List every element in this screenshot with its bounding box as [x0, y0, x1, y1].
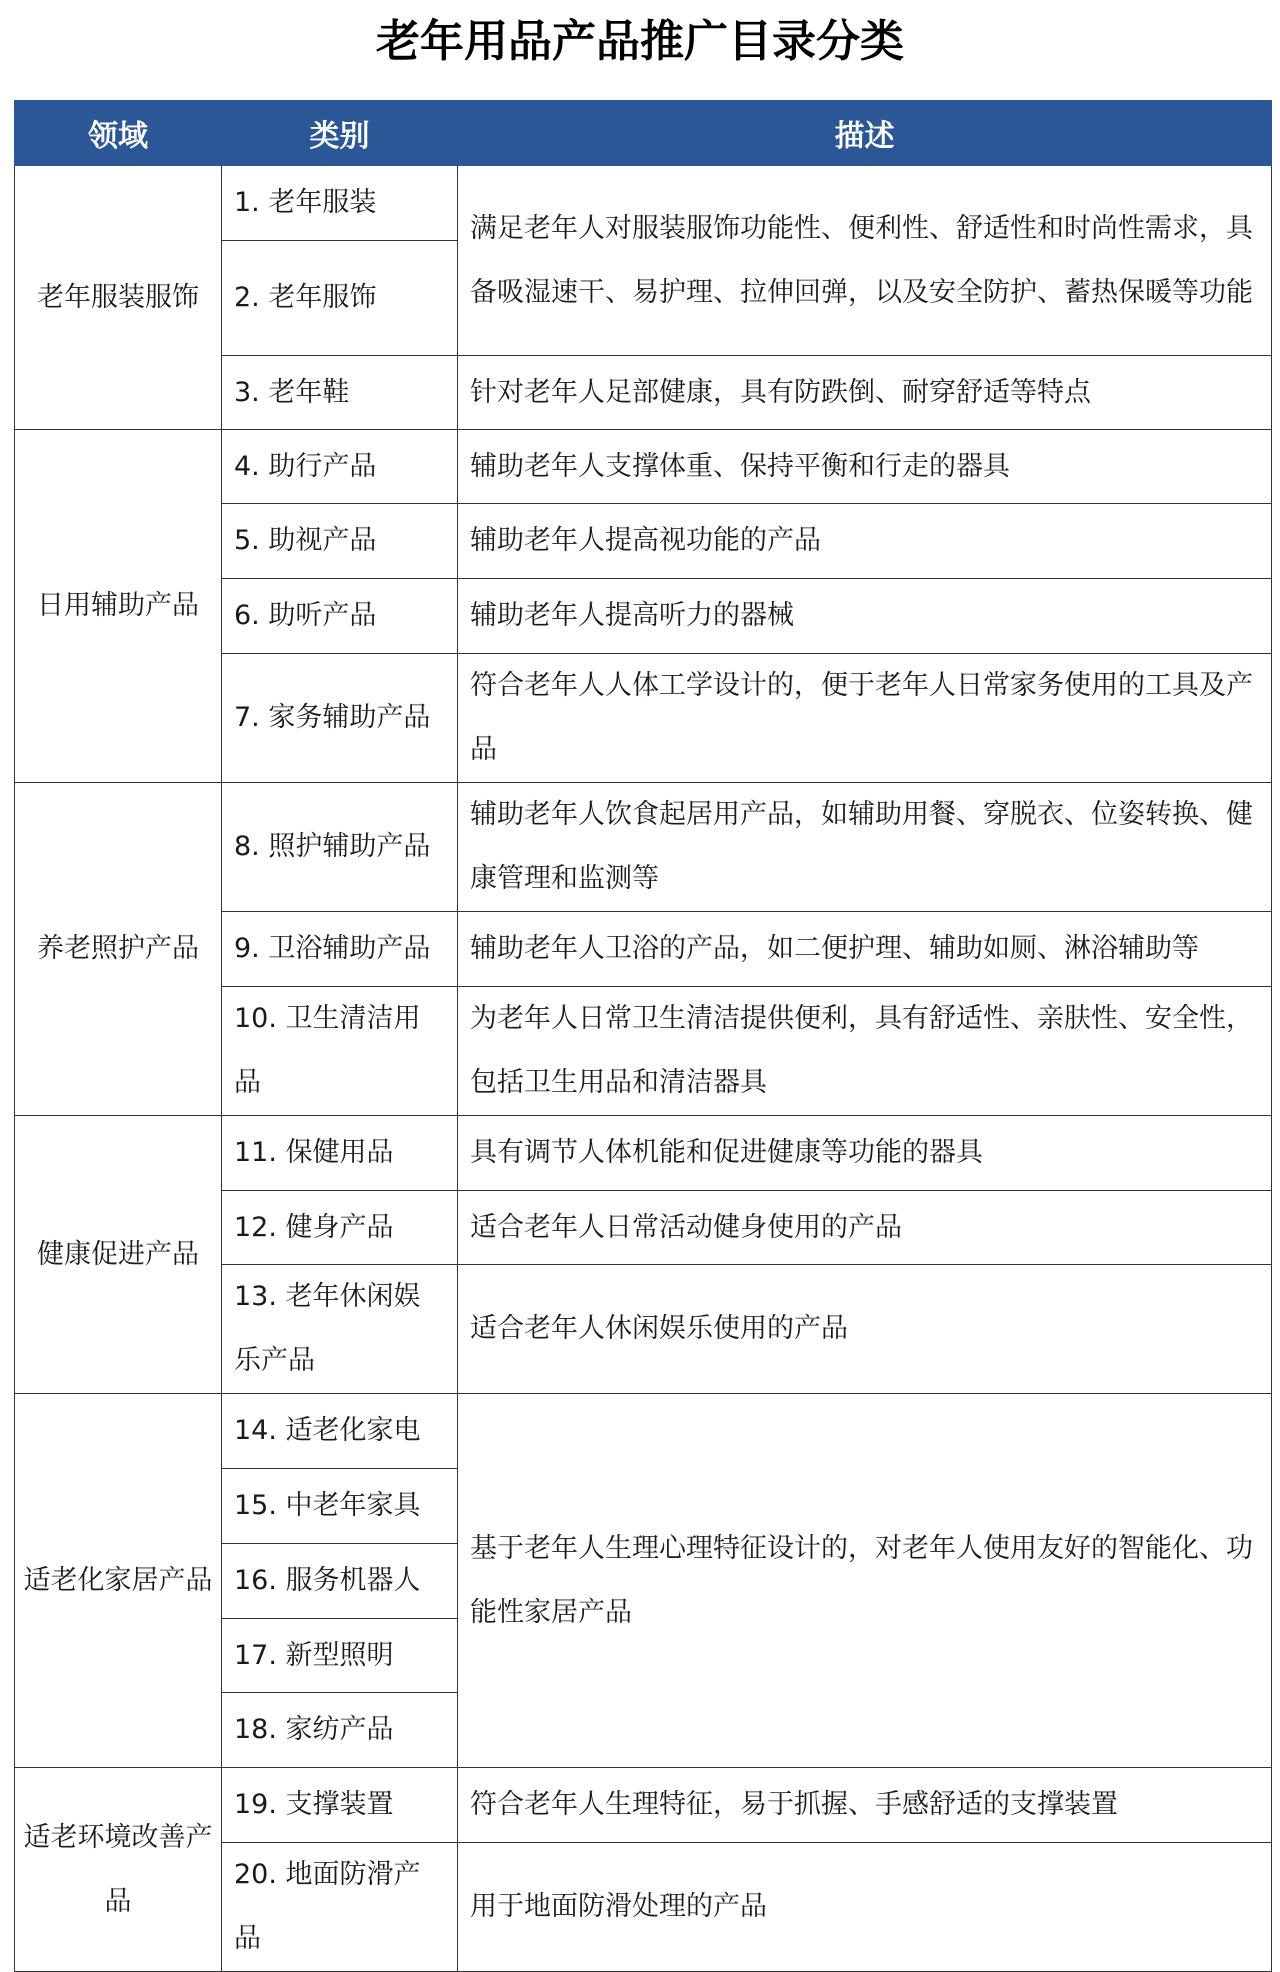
domain-cell: 健康促进产品	[15, 1116, 222, 1394]
category-cell: 12. 健身产品	[222, 1191, 458, 1265]
category-cell: 1. 老年服装	[222, 166, 458, 241]
description-cell: 适合老年人休闲娱乐使用的产品	[458, 1265, 1272, 1394]
category-cell: 20. 地面防滑产品	[222, 1843, 458, 1972]
table-row	[15, 166, 1272, 241]
description-cell: 基于老年人生理心理特征设计的，对老年人使用友好的智能化、功能性家居产品	[458, 1394, 1272, 1768]
description-cell: 针对老年人足部健康，具有防跌倒、耐穿舒适等特点	[458, 356, 1272, 430]
category-cell: 14. 适老化家电	[222, 1394, 458, 1469]
description-cell: 符合老年人人体工学设计的，便于老年人日常家务使用的工具及产品	[458, 654, 1272, 783]
domain-cell: 适老环境改善产品	[15, 1768, 222, 1972]
category-cell: 13. 老年休闲娱乐产品	[222, 1265, 458, 1394]
category-cell: 4. 助行产品	[222, 430, 458, 504]
category-cell: 18. 家纺产品	[222, 1693, 458, 1768]
table-row	[15, 430, 1272, 504]
category-cell: 7. 家务辅助产品	[222, 654, 458, 783]
description-cell: 适合老年人日常活动健身使用的产品	[458, 1191, 1272, 1265]
domain-cell: 养老照护产品	[15, 783, 222, 1116]
table-row	[15, 783, 1272, 912]
category-cell: 2. 老年服饰	[222, 241, 458, 356]
description-cell: 用于地面防滑处理的产品	[458, 1843, 1272, 1972]
table-row	[15, 1768, 1272, 1843]
category-cell: 15. 中老年家具	[222, 1469, 458, 1544]
category-cell: 16. 服务机器人	[222, 1544, 458, 1619]
description-cell: 符合老年人生理特征，易于抓握、手感舒适的支撑装置	[458, 1768, 1272, 1843]
description-cell: 辅助老年人支撑体重、保持平衡和行走的器具	[458, 430, 1272, 504]
header-category: 类别	[222, 101, 458, 166]
description-cell: 辅助老年人饮食起居用产品，如辅助用餐、穿脱衣、位姿转换、健康管理和监测等	[458, 783, 1272, 912]
header-domain: 领域	[15, 101, 222, 166]
description-cell: 具有调节人体机能和促进健康等功能的器具	[458, 1116, 1272, 1191]
category-cell: 10. 卫生清洁用品	[222, 987, 458, 1116]
category-cell: 9. 卫浴辅助产品	[222, 912, 458, 987]
header-description: 描述	[458, 101, 1272, 166]
description-cell: 为老年人日常卫生清洁提供便利，具有舒适性、亲肤性、安全性，包括卫生用品和清洁器具	[458, 987, 1272, 1116]
table-header-row	[15, 101, 1272, 166]
category-cell: 5. 助视产品	[222, 504, 458, 579]
category-cell: 8. 照护辅助产品	[222, 783, 458, 912]
description-cell: 辅助老年人提高视功能的产品	[458, 504, 1272, 579]
category-cell: 3. 老年鞋	[222, 356, 458, 430]
table-row	[15, 1394, 1272, 1469]
domain-cell: 老年服装服饰	[15, 166, 222, 430]
catalog-table	[14, 100, 1272, 1972]
category-cell: 11. 保健用品	[222, 1116, 458, 1191]
page-title: 老年用品产品推广目录分类	[376, 16, 904, 67]
domain-cell: 适老化家居产品	[15, 1394, 222, 1768]
category-cell: 6. 助听产品	[222, 579, 458, 654]
description-cell: 辅助老年人提高听力的器械	[458, 579, 1272, 654]
description-cell: 满足老年人对服装服饰功能性、便利性、舒适性和时尚性需求，具备吸湿速干、易护理、拉伸回弹，以及安全防护、蓄热保暖等功能	[458, 166, 1272, 356]
table-row	[15, 1116, 1272, 1191]
description-cell: 辅助老年人卫浴的产品，如二便护理、辅助如厕、淋浴辅助等	[458, 912, 1272, 987]
category-cell: 17. 新型照明	[222, 1619, 458, 1693]
category-cell: 19. 支撑装置	[222, 1768, 458, 1843]
domain-cell: 日用辅助产品	[15, 430, 222, 783]
